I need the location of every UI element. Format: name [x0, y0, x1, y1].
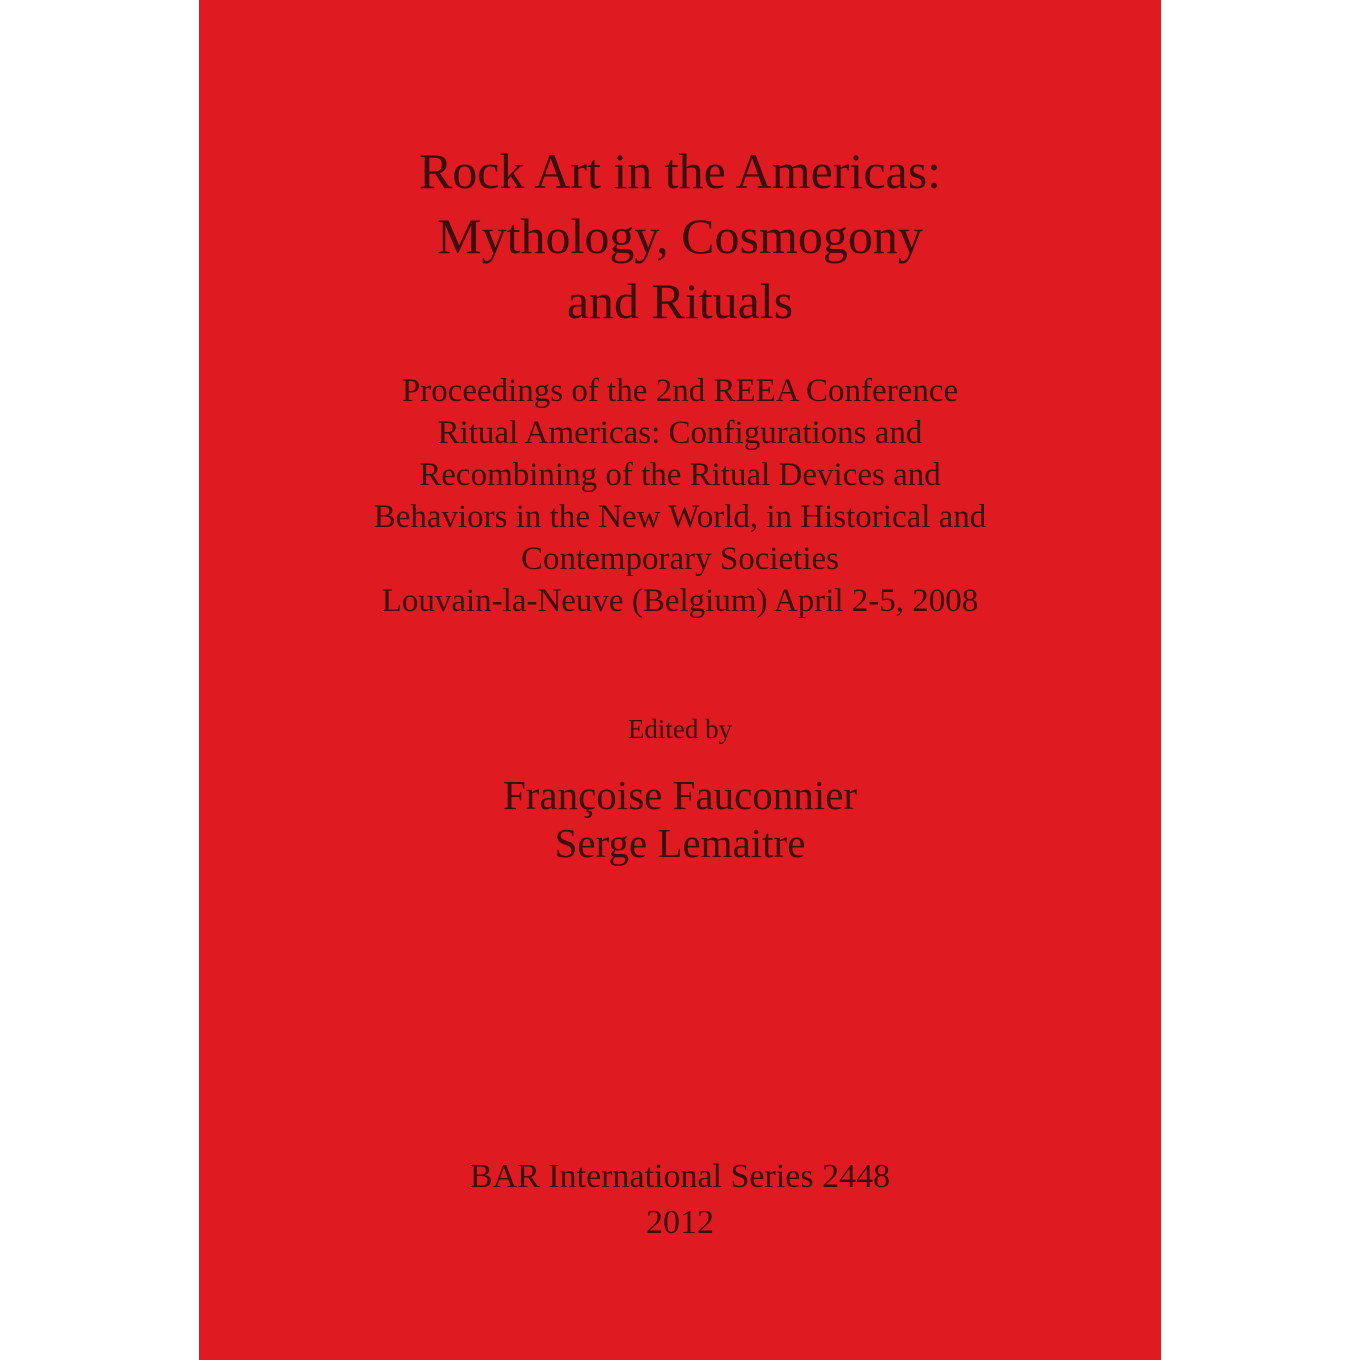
subtitle-line-3: Recombining of the Ritual Devices and: [419, 457, 941, 493]
editor-name: Françoise Fauconnier: [502, 772, 858, 818]
book-subtitle: [199, 370, 1161, 622]
subtitle-line-2: Ritual Americas: Configurations and: [437, 415, 923, 451]
editor-name: Serge Lemaitre: [554, 820, 806, 866]
title-line-3: and Rituals: [566, 273, 794, 329]
subtitle-line-1: Proceedings of the 2nd REEA Conference: [401, 373, 959, 409]
title-line-2: Mythology, Cosmogony: [437, 208, 923, 264]
subtitle-line-5: Contemporary Societies: [520, 541, 839, 577]
series-name: BAR International Series 2448: [469, 1158, 891, 1195]
subtitle-line-6: Louvain-la-Neuve (Belgium) April 2-5, 2008: [381, 583, 979, 619]
title-line-1: Rock Art in the Americas:: [418, 143, 942, 199]
subtitle-line-4: Behaviors in the New World, in Historical and: [373, 499, 987, 535]
edited-by-label: Edited by: [627, 714, 733, 744]
book-cover: [199, 0, 1161, 1360]
publication-year: 2012: [646, 1204, 714, 1241]
editors: [199, 771, 1161, 867]
book-title: [199, 139, 1161, 334]
series-info: [199, 1154, 1161, 1246]
